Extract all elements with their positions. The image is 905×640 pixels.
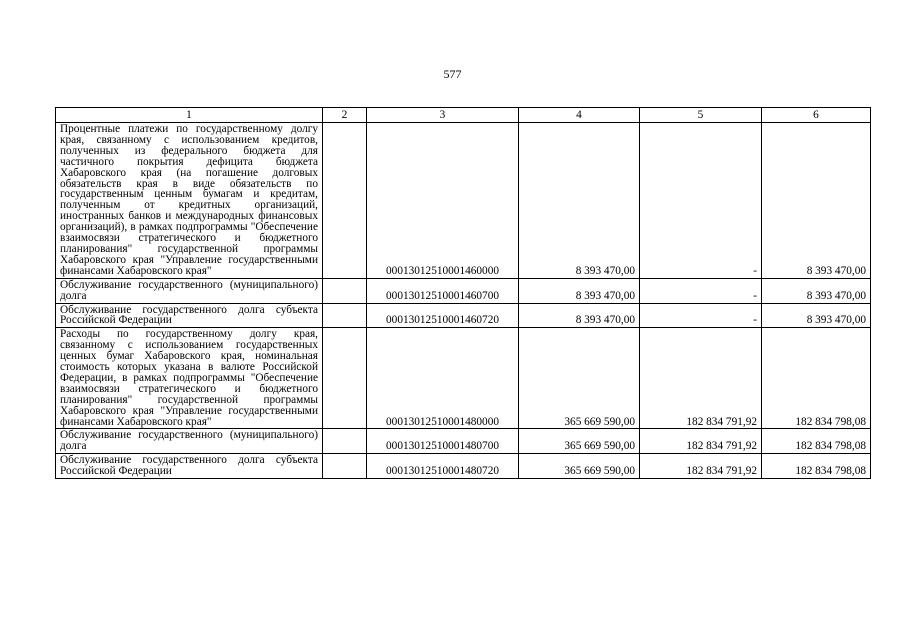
row-col2 [323, 328, 367, 429]
row-description: Обслуживание государственного (муниципального) долга [56, 278, 323, 303]
row-col4: 8 393 470,00 [519, 303, 640, 328]
row-col6: 182 834 798,08 [762, 429, 871, 454]
row-col4: 365 669 590,00 [519, 454, 640, 479]
row-col2 [323, 123, 367, 279]
row-code: 00013012510001480720 [367, 454, 519, 479]
row-code: 00013012510001460700 [367, 278, 519, 303]
row-col2 [323, 278, 367, 303]
row-col6: 182 834 798,08 [762, 328, 871, 429]
column-header-2: 2 [323, 108, 367, 123]
row-code: 00013012510001480700 [367, 429, 519, 454]
row-col2 [323, 429, 367, 454]
column-header-1: 1 [56, 108, 323, 123]
row-col6: 8 393 470,00 [762, 123, 871, 279]
row-description: Обслуживание государственного (муниципального) долга [56, 429, 323, 454]
row-col6: 8 393 470,00 [762, 303, 871, 328]
column-header-3: 3 [367, 108, 519, 123]
row-code: 00013012510001460000 [367, 123, 519, 279]
table-row [56, 429, 871, 454]
table-row [56, 123, 871, 279]
row-col5: 182 834 791,92 [640, 429, 762, 454]
table-row [56, 278, 871, 303]
budget-table [55, 107, 871, 479]
row-col5: - [640, 123, 762, 279]
row-description: Обслуживание государственного долга субъекта Российской Федерации [56, 454, 323, 479]
row-col5: 182 834 791,92 [640, 328, 762, 429]
row-col5: 182 834 791,92 [640, 454, 762, 479]
column-header-5: 5 [640, 108, 762, 123]
row-col2 [323, 303, 367, 328]
row-col5: - [640, 303, 762, 328]
row-col6: 182 834 798,08 [762, 454, 871, 479]
row-code: 00013012510001480000 [367, 328, 519, 429]
table-row [56, 328, 871, 429]
row-col4: 8 393 470,00 [519, 123, 640, 279]
row-col4: 365 669 590,00 [519, 328, 640, 429]
row-col2 [323, 454, 367, 479]
row-description: Расходы по государственному долгу края, связанному с использованием государственных ценных бумаг Хабаровского края, номинальная стоимость которых указана в валюте Российской Федерации, в рамках подпрограммы "Обеспечение взаимосвязи стратегического и бюджетного планирования" государственной программы Хабаровского края "Управление государственными финансами Хабаровского края" [56, 328, 323, 429]
row-description: Процентные платежи по государственному долгу края, связанному с использованием кредитов, полученных из федерального бюджета для частичного покрытия дефицита бюджета Хабаровского края (на погашение долговых обязательств края в виде обязательств по государственным ценным бумагам и кредитам, полученным от кредитных организаций, иностранных банков и международных финансовых организаций), в рамках подпрограммы "Обеспечение взаимосвязи стратегического и бюджетного планирования" государственной программы Хабаровского края "Управление государственными финансами Хабаровского края" [56, 123, 323, 279]
row-col4: 8 393 470,00 [519, 278, 640, 303]
row-code: 00013012510001460720 [367, 303, 519, 328]
column-header-4: 4 [519, 108, 640, 123]
row-col5: - [640, 278, 762, 303]
page-number: 577 [443, 67, 462, 81]
row-col4: 365 669 590,00 [519, 429, 640, 454]
table-row [56, 454, 871, 479]
column-header-6: 6 [762, 108, 871, 123]
table-row [56, 303, 871, 328]
table-header-row [56, 108, 871, 123]
row-col6: 8 393 470,00 [762, 278, 871, 303]
row-description: Обслуживание государственного долга субъекта Российской Федерации [56, 303, 323, 328]
